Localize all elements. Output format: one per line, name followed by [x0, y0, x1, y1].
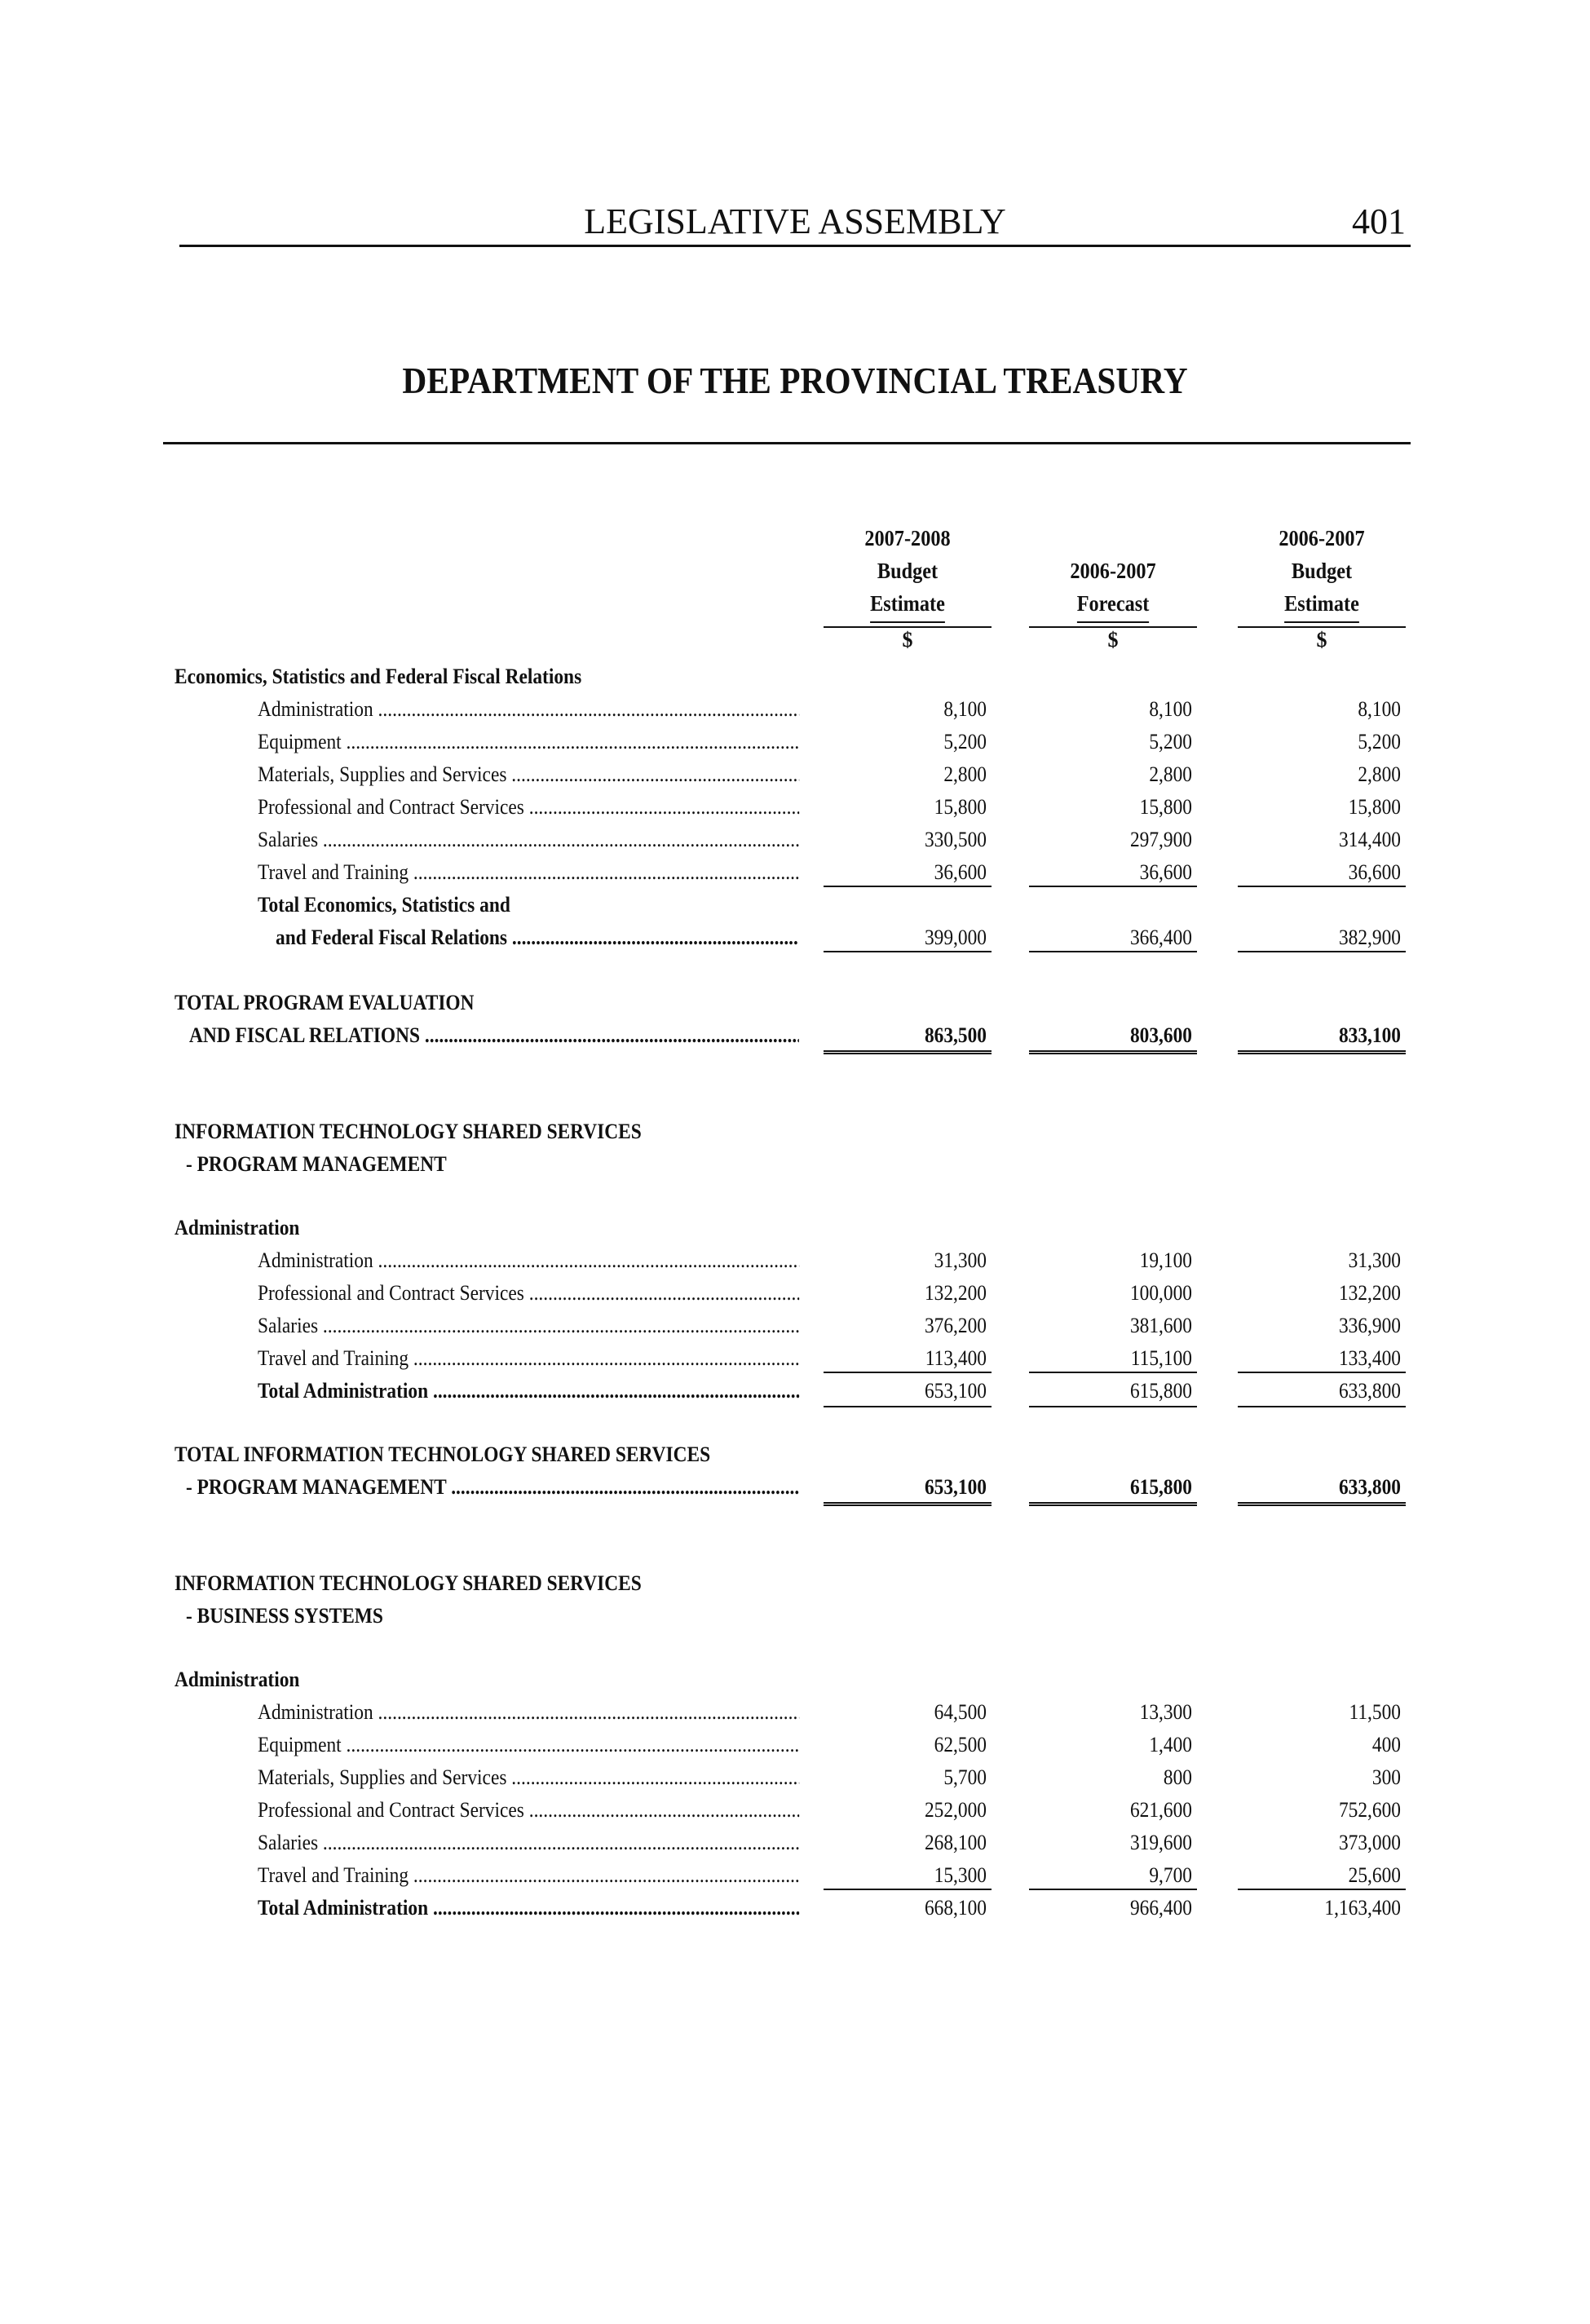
cell-value: 653,100	[924, 1379, 987, 1403]
row-label: Equipment .....	[258, 1729, 799, 1761]
cell-value: 2,800	[1358, 762, 1401, 786]
cell-value: 752,600	[1338, 1798, 1401, 1822]
cell-value: 252,000	[924, 1798, 987, 1822]
table-row	[0, 1761, 1590, 1794]
cell-value: 2,800	[1149, 762, 1192, 786]
cell-value: 803,600	[1129, 1023, 1192, 1047]
row-label: Travel and Training .....	[258, 1859, 799, 1892]
cell-value: 5,700	[943, 1765, 987, 1789]
row-label: Salaries .....	[258, 1310, 799, 1342]
table-row	[0, 1696, 1590, 1729]
underline	[1238, 1406, 1406, 1407]
cell-value: 100,000	[1129, 1281, 1192, 1305]
row-label: Professional and Contract Services .....	[258, 791, 799, 824]
cell-value: 15,800	[1139, 795, 1192, 819]
row-label: Salaries .....	[258, 824, 799, 856]
cell-value: 297,900	[1129, 828, 1192, 851]
cell-value: 381,600	[1129, 1314, 1192, 1337]
row-label: Travel and Training .....	[258, 856, 799, 889]
column-header-line: 2006-2007	[1070, 559, 1156, 583]
row-label: Administration	[174, 1668, 300, 1691]
currency-unit: $	[1107, 628, 1119, 652]
row-label: Materials, Supplies and Services .....	[258, 758, 799, 791]
underline	[824, 1406, 992, 1407]
underline	[1029, 886, 1197, 887]
cell-value: 8,100	[1149, 697, 1192, 721]
table-row	[0, 791, 1590, 824]
cell-value: 268,100	[924, 1831, 987, 1854]
table-row	[0, 726, 1590, 758]
cell-value: 615,800	[1129, 1379, 1192, 1403]
table-row	[0, 1729, 1590, 1761]
cell-value: 833,100	[1338, 1023, 1401, 1047]
column-header-line: 2007-2008	[864, 526, 951, 550]
cell-value: 966,400	[1129, 1896, 1192, 1920]
table-row	[0, 1794, 1590, 1827]
row-label: Materials, Supplies and Services .....	[258, 1761, 799, 1794]
column-header-line: 2006-2007	[1279, 526, 1365, 550]
row-label: Administration	[174, 1216, 300, 1239]
row-label: Travel and Training .....	[258, 1342, 799, 1375]
cell-value: 36,600	[1139, 860, 1192, 884]
cell-value: 15,800	[1348, 795, 1401, 819]
column-header-line: Budget	[1291, 559, 1353, 583]
underline	[824, 1889, 992, 1890]
cell-value: 863,500	[924, 1023, 987, 1047]
table-row	[0, 1148, 1590, 1181]
currency-unit: $	[902, 628, 913, 652]
cell-value: 400	[1371, 1733, 1401, 1756]
cell-value: 5,200	[1149, 730, 1192, 753]
cell-value: 8,100	[943, 697, 987, 721]
running-header	[179, 196, 1411, 247]
cell-value: 113,400	[925, 1346, 987, 1370]
cell-value: 15,800	[934, 795, 987, 819]
cell-value: 36,600	[934, 860, 987, 884]
row-label: Salaries .....	[258, 1827, 799, 1859]
cell-value: 1,163,400	[1324, 1896, 1401, 1920]
row-label: Administration .....	[258, 693, 799, 726]
cell-value: 36,600	[1348, 860, 1401, 884]
table-row	[0, 1375, 1590, 1407]
cell-value: 5,200	[1358, 730, 1401, 753]
table-row	[0, 1859, 1590, 1892]
table-row	[0, 1277, 1590, 1310]
double-underline	[824, 1502, 992, 1506]
row-label: Professional and Contract Services .....	[258, 1794, 799, 1827]
cell-value: 31,300	[1348, 1248, 1401, 1272]
table-row	[0, 1663, 1590, 1696]
cell-value: 115,100	[1130, 1346, 1192, 1370]
row-label: - BUSINESS SYSTEMS	[186, 1604, 383, 1628]
underline	[1029, 1372, 1197, 1373]
cell-value: 133,400	[1338, 1346, 1401, 1370]
underline	[1238, 951, 1406, 952]
cell-value: 31,300	[934, 1248, 987, 1272]
table-row	[0, 1600, 1590, 1633]
title-rule	[163, 442, 1411, 444]
column-header-2	[1037, 522, 1188, 623]
double-underline	[1029, 1502, 1197, 1506]
column-header-3	[1246, 522, 1397, 623]
table-row	[0, 1310, 1590, 1342]
row-label: Equipment .....	[258, 726, 799, 758]
cell-value: 5,200	[943, 730, 987, 753]
table-row	[0, 1116, 1590, 1148]
row-label: INFORMATION TECHNOLOGY SHARED SERVICES	[174, 1120, 642, 1143]
table-row	[0, 889, 1590, 921]
cell-value: 621,600	[1129, 1798, 1192, 1822]
cell-value: 8,100	[1358, 697, 1401, 721]
table-row	[0, 1892, 1590, 1924]
underline	[1238, 1372, 1406, 1373]
table-row	[0, 1019, 1590, 1052]
cell-value: 330,500	[924, 828, 987, 851]
table-row	[0, 758, 1590, 791]
cell-value: 633,800	[1338, 1379, 1401, 1403]
column-header-line	[1037, 522, 1188, 554]
row-label: Administration .....	[258, 1244, 799, 1277]
table-row	[0, 921, 1590, 954]
column-header-line: Forecast	[1077, 587, 1150, 623]
table-row	[0, 856, 1590, 889]
cell-value: 633,800	[1338, 1475, 1401, 1499]
row-label: Professional and Contract Services .....	[258, 1277, 799, 1310]
row-label: INFORMATION TECHNOLOGY SHARED SERVICES	[174, 1571, 642, 1595]
cell-value: 62,500	[934, 1733, 987, 1756]
cell-value: 653,100	[924, 1475, 987, 1499]
row-label: Administration .....	[258, 1696, 799, 1729]
table-row	[0, 1212, 1590, 1244]
table-row	[0, 1471, 1590, 1504]
cell-value: 11,500	[1349, 1700, 1401, 1724]
row-label: - PROGRAM MANAGEMENT .....	[186, 1471, 799, 1504]
cell-value: 300	[1371, 1765, 1401, 1789]
double-underline	[824, 1050, 992, 1054]
cell-value: 1,400	[1149, 1733, 1192, 1756]
column-header-line: Estimate	[1284, 587, 1359, 623]
table-row	[0, 824, 1590, 856]
underline	[1238, 886, 1406, 887]
table-row	[0, 1342, 1590, 1375]
cell-value: 132,200	[924, 1281, 987, 1305]
row-label: TOTAL PROGRAM EVALUATION	[174, 991, 475, 1014]
cell-value: 800	[1163, 1765, 1192, 1789]
row-label: TOTAL INFORMATION TECHNOLOGY SHARED SERVICES	[174, 1443, 711, 1466]
cell-value: 13,300	[1139, 1700, 1192, 1724]
underline	[1029, 1406, 1197, 1407]
document-title: DEPARTMENT OF THE PROVINCIAL TREASURY	[402, 360, 1188, 401]
cell-value: 2,800	[943, 762, 987, 786]
page-number: 401	[1352, 201, 1406, 241]
table-row	[0, 1827, 1590, 1859]
underline	[824, 1372, 992, 1373]
cell-value: 382,900	[1338, 926, 1401, 949]
double-underline	[1238, 1502, 1406, 1506]
currency-unit: $	[1316, 628, 1327, 652]
table-row	[0, 693, 1590, 726]
cell-value: 25,600	[1348, 1863, 1401, 1887]
row-label: Total Administration .....	[258, 1375, 799, 1407]
running-title: LEGISLATIVE ASSEMBLY	[584, 201, 1006, 241]
column-header-line: Budget	[877, 559, 939, 583]
underline	[824, 886, 992, 887]
cell-value: 319,600	[1129, 1831, 1192, 1854]
cell-value: 9,700	[1149, 1863, 1192, 1887]
table-row	[0, 1567, 1590, 1600]
cell-value: 15,300	[934, 1863, 987, 1887]
row-label: AND FISCAL RELATIONS .....	[189, 1019, 799, 1052]
cell-value: 373,000	[1338, 1831, 1401, 1854]
row-label: Economics, Statistics and Federal Fiscal Relations	[174, 665, 582, 688]
double-underline	[1238, 1050, 1406, 1054]
cell-value: 64,500	[934, 1700, 987, 1724]
row-label: - PROGRAM MANAGEMENT	[186, 1152, 447, 1176]
cell-value: 19,100	[1139, 1248, 1192, 1272]
table-row	[0, 1438, 1590, 1471]
cell-value: 132,200	[1338, 1281, 1401, 1305]
row-label: Total Administration .....	[258, 1892, 799, 1924]
column-header-line: Estimate	[870, 587, 945, 623]
row-label: and Federal Fiscal Relations .....	[276, 921, 799, 954]
table-row	[0, 661, 1590, 693]
underline	[1238, 1889, 1406, 1890]
cell-value: 336,900	[1338, 1314, 1401, 1337]
cell-value: 399,000	[924, 926, 987, 949]
underline	[824, 951, 992, 952]
column-header-1	[832, 522, 983, 623]
underline	[1029, 1889, 1197, 1890]
table-row	[0, 1244, 1590, 1277]
cell-value: 314,400	[1338, 828, 1401, 851]
row-label: Total Economics, Statistics and	[258, 893, 510, 917]
cell-value: 668,100	[924, 1896, 987, 1920]
table-row	[0, 987, 1590, 1019]
double-underline	[1029, 1050, 1197, 1054]
cell-value: 376,200	[924, 1314, 987, 1337]
cell-value: 366,400	[1129, 926, 1192, 949]
cell-value: 615,800	[1129, 1475, 1192, 1499]
underline	[1029, 951, 1197, 952]
